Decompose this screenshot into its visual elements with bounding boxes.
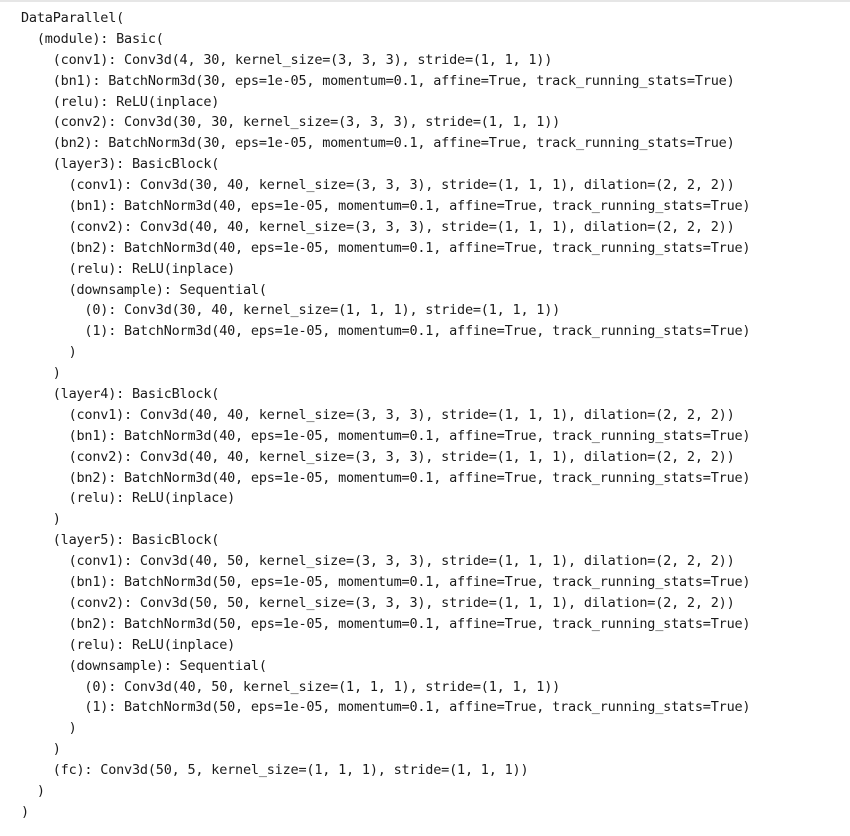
code-line: (bn2): BatchNorm3d(50, eps=1e-05, momentum=0.1, affine=True, track_running_stats=True) xyxy=(21,615,751,632)
code-line: (bn2): BatchNorm3d(40, eps=1e-05, momentum=0.1, affine=True, track_running_stats=True) xyxy=(21,469,751,486)
code-line: (conv2): Conv3d(40, 40, kernel_size=(3, 3, 3), stride=(1, 1, 1), dilation=(2, 2, 2)) xyxy=(21,448,735,465)
code-line: (conv1): Conv3d(4, 30, kernel_size=(3, 3, 3), stride=(1, 1, 1)) xyxy=(21,51,553,68)
code-line: ) xyxy=(21,344,77,361)
code-line: (0): Conv3d(40, 50, kernel_size=(1, 1, 1), stride=(1, 1, 1)) xyxy=(21,678,561,695)
code-line: (bn1): BatchNorm3d(50, eps=1e-05, momentum=0.1, affine=True, track_running_stats=True) xyxy=(21,574,751,591)
code-line: (downsample): Sequential( xyxy=(21,657,267,674)
code-line: (1): BatchNorm3d(40, eps=1e-05, momentum=0.1, affine=True, track_running_stats=True) xyxy=(21,323,751,340)
code-line: (1): BatchNorm3d(50, eps=1e-05, momentum=0.1, affine=True, track_running_stats=True) xyxy=(21,699,751,716)
code-line: (bn1): BatchNorm3d(40, eps=1e-05, momentum=0.1, affine=True, track_running_stats=True) xyxy=(21,427,751,444)
code-line: DataParallel( xyxy=(21,10,125,26)
code-line: (conv2): Conv3d(40, 40, kernel_size=(3, 3, 3), stride=(1, 1, 1), dilation=(2, 2, 2)) xyxy=(21,218,735,235)
code-line: (bn2): BatchNorm3d(30, eps=1e-05, momentum=0.1, affine=True, track_running_stats=True) xyxy=(21,135,735,152)
code-line: ) xyxy=(21,365,61,382)
code-line: (bn1): BatchNorm3d(30, eps=1e-05, momentum=0.1, affine=True, track_running_stats=True) xyxy=(21,72,735,89)
code-line: (relu): ReLU(inplace) xyxy=(21,636,236,653)
code-line: (module): Basic( xyxy=(21,30,164,47)
code-line: ) xyxy=(21,741,61,758)
code-line: (layer4): BasicBlock( xyxy=(21,386,220,403)
code-line: (relu): ReLU(inplace) xyxy=(21,93,220,110)
code-line: (layer5): BasicBlock( xyxy=(21,532,220,549)
code-line: (downsample): Sequential( xyxy=(21,281,267,298)
code-line: (fc): Conv3d(50, 5, kernel_size=(1, 1, 1), stride=(1, 1, 1)) xyxy=(21,762,529,779)
code-line: ) xyxy=(21,511,61,528)
code-line: (relu): ReLU(inplace) xyxy=(21,260,236,277)
code-line: ) xyxy=(21,803,29,820)
code-line: (conv2): Conv3d(30, 30, kernel_size=(3, 3, 3), stride=(1, 1, 1)) xyxy=(21,114,561,131)
code-line: (relu): ReLU(inplace) xyxy=(21,490,236,507)
code-line: (0): Conv3d(30, 40, kernel_size=(1, 1, 1), stride=(1, 1, 1)) xyxy=(21,302,561,319)
code-line: (bn1): BatchNorm3d(40, eps=1e-05, momentum=0.1, affine=True, track_running_stats=True) xyxy=(21,198,751,215)
code-line: ) xyxy=(21,782,45,799)
code-line: (conv1): Conv3d(40, 40, kernel_size=(3, 3, 3), stride=(1, 1, 1), dilation=(2, 2, 2)) xyxy=(21,406,735,423)
code-line: (conv1): Conv3d(30, 40, kernel_size=(3, 3, 3), stride=(1, 1, 1), dilation=(2, 2, 2)) xyxy=(21,177,735,194)
code-line: (conv1): Conv3d(40, 50, kernel_size=(3, 3, 3), stride=(1, 1, 1), dilation=(2, 2, 2)) xyxy=(21,553,735,570)
code-line: (layer3): BasicBlock( xyxy=(21,156,220,173)
code-line: (conv2): Conv3d(50, 50, kernel_size=(3, 3, 3), stride=(1, 1, 1), dilation=(2, 2, 2)) xyxy=(21,594,735,611)
model-summary-output xyxy=(21,8,750,823)
code-line: (bn2): BatchNorm3d(40, eps=1e-05, momentum=0.1, affine=True, track_running_stats=True) xyxy=(21,239,751,256)
code-line: ) xyxy=(21,720,77,737)
